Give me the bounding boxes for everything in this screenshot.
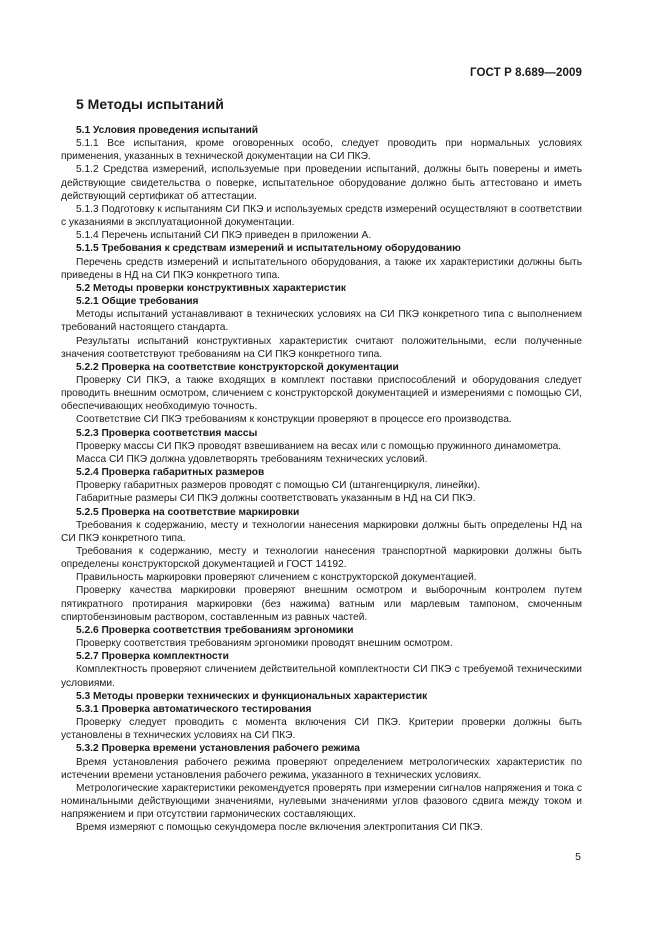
paragraph: Требования к содержанию, месту и технологии нанесения транспортной маркировки должны быть определены конструкторской документацией и ГОСТ 14192. xyxy=(61,546,582,571)
paragraph: Время измеряют с помощью секундомера после включения электропитания СИ ПКЭ. xyxy=(76,822,483,834)
paragraph: Проверку соответствия требованиям эргономики проводят внешним осмотром. xyxy=(76,638,453,650)
subsection-heading: 5.2.6 Проверка соответствия требованиям эргономики xyxy=(76,624,354,636)
subsection-heading: 5.2.3 Проверка соответствия массы xyxy=(76,427,258,439)
subsection-heading: 5.2.7 Проверка комплектности xyxy=(76,651,229,663)
paragraph: Метрологические характеристики рекомендуется проверять при измерении сигналов напряжения и тока с номинальными действующими значениями, нулевыми значениями углов фазового сдвига между током и напряжением и при отсутствии гармонических составляющих. xyxy=(61,782,582,821)
paragraph: Проверку массы СИ ПКЭ проводят взвешиванием на весах или с помощью пружинного динамометра. xyxy=(76,440,562,452)
paragraph: Проверку следует проводить с момента включения СИ ПКЭ. Критерии проверки должны быть установлены в технических условиях на СИ ПКЭ. xyxy=(61,717,582,742)
subsection-heading: 5.3.1 Проверка автоматического тестирования xyxy=(76,703,312,715)
subsection-heading: 5.2.4 Проверка габаритных размеров xyxy=(76,467,265,479)
document-header: ГОСТ Р 8.689—2009 xyxy=(470,67,582,79)
paragraph: Методы испытаний устанавливают в технических условиях на СИ ПКЭ конкретного типа с выполнением требований настоящего стандарта. xyxy=(61,309,582,334)
subsection-heading: 5.3.2 Проверка времени установления рабочего режима xyxy=(76,743,360,755)
paragraph: 5.1.4 Перечень испытаний СИ ПКЭ приведен в приложении А. xyxy=(76,230,372,242)
section-title: 5 Методы испытаний xyxy=(76,96,224,112)
paragraph: Требования к содержанию, месту и технологии нанесения маркировки должны быть определены НД на СИ ПКЭ конкретного типа. xyxy=(61,519,582,544)
subsection-heading: 5.2.2 Проверка на соответствие конструкторской документации xyxy=(76,361,399,373)
paragraph: 5.1.1 Все испытания, кроме оговоренных особо, следует проводить при нормальных условиях применения, указанных в технической документации на СИ ПКЭ. xyxy=(61,138,582,163)
paragraph: Правильность маркировки проверяют сличением с конструкторской документацией. xyxy=(76,572,477,584)
paragraph: Время установления рабочего режима проверяют определением метрологических характеристик по истечении времени установления рабочего режима, указанного в технических условиях. xyxy=(61,756,582,781)
paragraph: 5.1.2 Средства измерений, используемые при проведении испытаний, должны быть поверены и иметь действующие свидетельства о поверке, испытательное оборудование должно быть аттестовано и иметь действующий сертификат об аттестации. xyxy=(61,164,582,202)
paragraph: Проверку качества маркировки проверяют внешним осмотром и выборочным контролем путем пятикратного протирания маркировки (без нажима) ватным или марлевым тампоном, смоченным спиртобензиновым раствором, составленным из равных частей. xyxy=(61,585,582,623)
paragraph: Проверку габаритных размеров проводят с помощью СИ (штангенциркуля, линейки). xyxy=(76,480,481,492)
paragraph: Проверку СИ ПКЭ, а также входящих в комплект поставки приспособлений и оборудования следует проводить внешним осмотром, сличением с конструкторской документацией и измерениями с помощью СИ, обеспечивающих необходимую точность. xyxy=(61,374,582,413)
paragraph: Габаритные размеры СИ ПКЭ должны соответствовать указанным в НД на СИ ПКЭ. xyxy=(76,493,476,505)
paragraph: Масса СИ ПКЭ должна удовлетворять требованиям технических условий. xyxy=(76,453,428,465)
paragraph: 5.1.3 Подготовку к испытаниям СИ ПКЭ и используемых средств измерений осуществляют в соответствии с указаниями в эксплуатационной документации. xyxy=(61,203,582,229)
paragraph: Комплектность проверяют сличением действительной комплектности СИ ПКЭ с требуемой техническими условиями. xyxy=(61,664,582,689)
page-number: 5 xyxy=(575,851,581,863)
paragraph: Перечень средств измерений и испытательного оборудования, а также их характеристики должны быть приведены в НД на СИ ПКЭ конкретного типа. xyxy=(61,256,582,281)
subsection-heading: 5.2.5 Проверка на соответствие маркировки xyxy=(76,506,300,518)
subsection-heading: 5.1.5 Требования к средствам измерений и испытательному оборудованию xyxy=(76,243,461,255)
paragraph: Соответствие СИ ПКЭ требованиям к конструкции проверяют в процессе его производства. xyxy=(76,414,512,426)
paragraph: Результаты испытаний конструктивных характеристик считают положительными, если полученные значения соответствуют требованиям на СИ ПКЭ конкретного типа. xyxy=(61,335,582,360)
body-text xyxy=(61,124,582,834)
subsection-heading: 5.2.1 Общие требования xyxy=(76,296,199,308)
subsection-heading: 5.1 Условия проведения испытаний xyxy=(76,125,259,136)
subsection-heading: 5.2 Методы проверки конструктивных характеристик xyxy=(76,282,346,294)
subsection-heading: 5.3 Методы проверки технических и функциональных характеристик xyxy=(76,690,428,702)
